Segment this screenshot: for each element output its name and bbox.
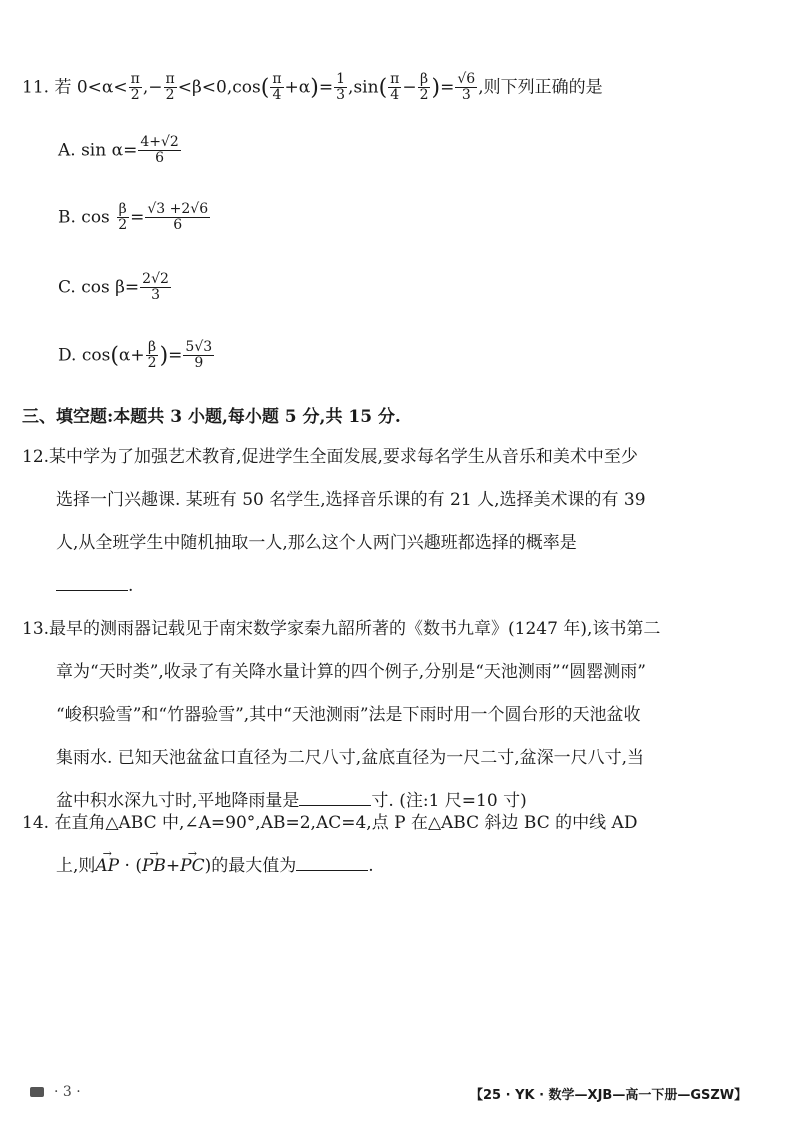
- q11-tail: ,则下列正确的是: [478, 77, 603, 98]
- q11-number: 11.: [22, 77, 50, 98]
- vector-pb: → PB: [142, 845, 166, 888]
- q11-sin: ,sin: [348, 77, 379, 98]
- option-d: D. cos(α+ $\frac{\beta}{2}$ )= $\frac{5√3}{9}$: [58, 339, 213, 372]
- q11-stem-c: <β<0,cos: [177, 77, 261, 98]
- question-12: [22, 436, 782, 608]
- vector-ap: → AP: [95, 845, 119, 888]
- q11-plus-alpha: +α: [284, 77, 311, 98]
- q13-line-4: 集雨水. 已知天池盆盆口直径为二尺八寸,盆底直径为一尺二寸,盆深一尺八寸,当: [56, 748, 645, 768]
- option-a-label: A. sin α=: [58, 140, 138, 161]
- sqrt6-over-3: $\frac{√6}{3}$: [457, 71, 476, 104]
- footer-page-number: · 3 ·: [30, 1084, 81, 1100]
- pi-over-2-neg: $\frac{\pi}{2}$: [165, 71, 175, 104]
- option-d-value: $\frac{5√3}{9}$: [185, 339, 213, 372]
- option-b-half-beta: $\frac{\beta}{2}$: [118, 201, 128, 234]
- q14-line-2: 上,则→ AP · (→ PB+→ PC)的最大值为 .: [22, 845, 782, 888]
- q12-line-3: 人,从全班学生中随机抽取一人,那么这个人两门兴趣班都选择的概率是: [56, 533, 577, 553]
- option-a: [58, 135, 182, 167]
- option-b-value: $\frac{√3 +2√6}{6}$: [147, 201, 209, 234]
- q14-answer-blank[interactable]: [296, 856, 368, 871]
- section-heading-fill-in: 三、填空题:本题共 3 小题,每小题 5 分,共 15 分.: [22, 407, 401, 427]
- beta-over-2: $\frac{\beta}{2}$: [419, 71, 429, 104]
- q12-line-1: 12.某中学为了加强艺术教育,促进学生全面发展,要求每名学生从音乐和美术中至少: [22, 447, 638, 467]
- pi-over-4: $\frac{\pi}{4}$: [272, 71, 282, 104]
- q12-line-4: .: [22, 565, 782, 608]
- q12-line-2: 选择一门兴趣课. 某班有 50 名学生,选择音乐课的有 21 人,选择美术课的有 39: [56, 490, 646, 510]
- option-b-label: B. cos: [58, 207, 110, 228]
- option-a-value: $\frac{4+√2}{6}$: [140, 134, 179, 167]
- question-13: [22, 608, 782, 823]
- stamp-icon: [30, 1087, 44, 1097]
- q11-stem-a: 若 0<α<: [54, 77, 128, 98]
- q13-line-1: 13.最早的测雨器记载见于南宋数学家秦九韶所著的《数书九章》(1247 年),该书第二: [22, 619, 661, 639]
- option-c-label: C. cos β=: [58, 277, 140, 298]
- option-d-half-beta: $\frac{\beta}{2}$: [147, 339, 157, 372]
- q14-line-1: 14. 在直角△ABC 中,∠A=90°,AB=2,AC=4,点 P 在△ABC 斜边 BC 的中线 AD: [22, 813, 638, 833]
- option-b: B. cos $\frac{\beta}{2}$ = $\frac{√3 +2√6}{6}$: [58, 201, 209, 234]
- option-c: [58, 272, 172, 304]
- pi-over-2: $\frac{\pi}{2}$: [130, 71, 140, 104]
- question-11-stem: 11. 若 0<α< $\frac{\pi}{2}$ ,− $\frac{\pi}{2}$ <β<0,cos( $\frac{\pi}{4}$ +α)= $\frac{1}{3}$ ,sin( $\frac{\pi}{4}$ − $\frac{\beta}{2}$ )= $\frac{√6}{3}$ ,则下列正确的是: [22, 71, 603, 104]
- one-third: $\frac{1}{3}$: [336, 71, 346, 104]
- q13-line-3: “峻积验雪”和“竹器验雪”,其中“天池测雨”法是下雨时用一个圆台形的天池盆收: [56, 705, 641, 725]
- q13-line-5: 盆中积水深九寸时,平地降雨量是 寸. (注:1 尺=10 寸): [56, 791, 527, 811]
- question-14: [22, 802, 782, 888]
- pi-over-4-b: $\frac{\pi}{4}$: [390, 71, 400, 104]
- q11-stem-b: ,−: [142, 77, 163, 98]
- footer-exam-code: 【25 · YK · 数学—XJB—高一下册—GSZW】: [470, 1088, 748, 1103]
- q12-answer-blank[interactable]: [56, 576, 128, 591]
- vector-pc: → PC: [180, 845, 204, 888]
- option-c-value: $\frac{2√2}{3}$: [142, 271, 169, 304]
- q13-line-2: 章为“天时类”,收录了有关降水量计算的四个例子,分别是“天池测雨”“圆罂测雨”: [56, 662, 646, 682]
- option-d-label: D. cos: [58, 345, 111, 366]
